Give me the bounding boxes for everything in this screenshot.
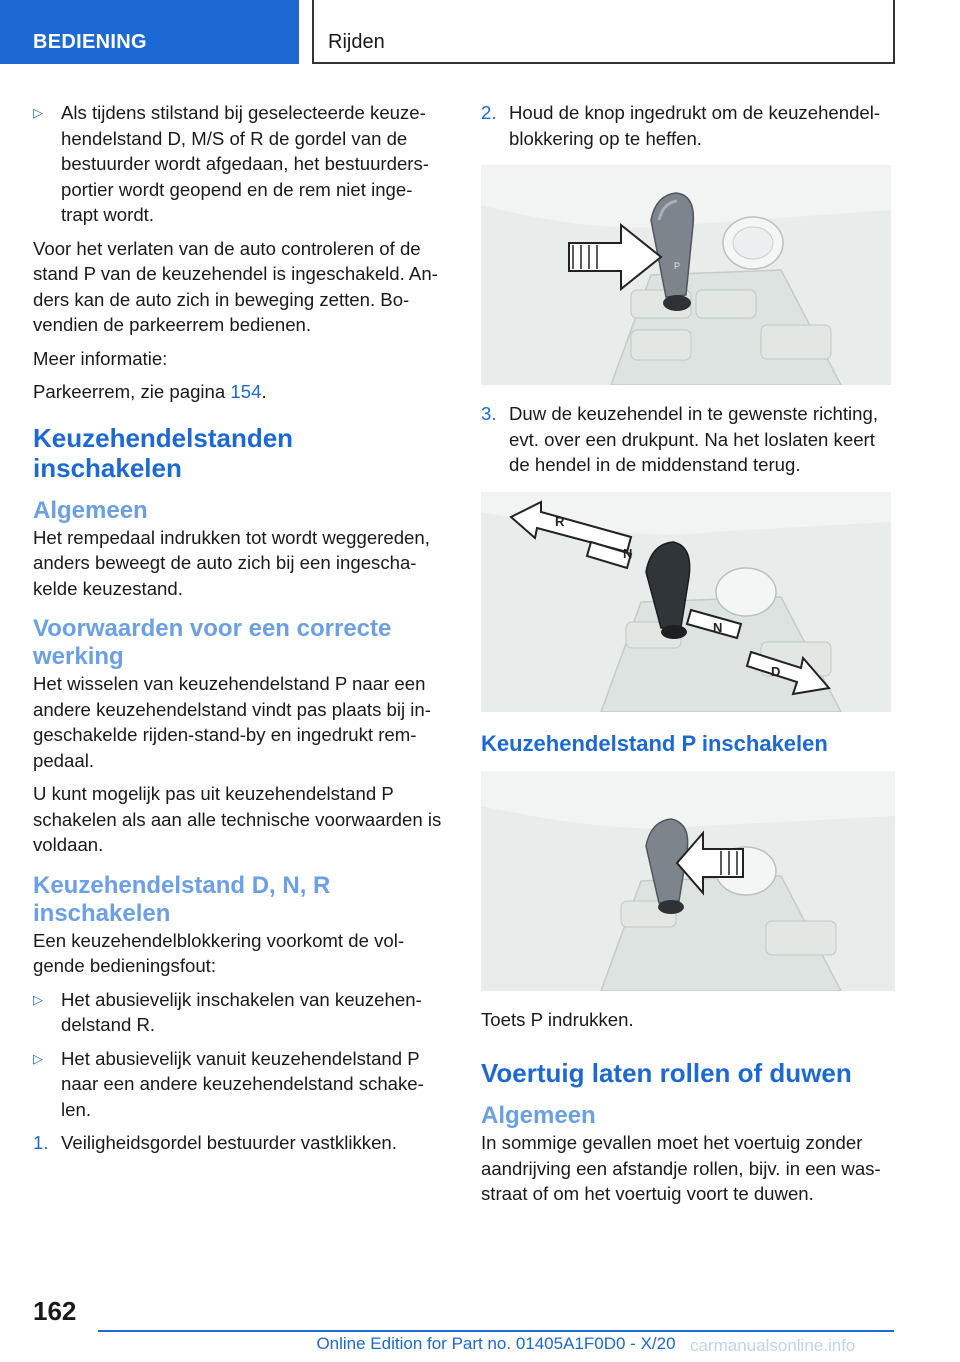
paragraph-press-p: Toets P indrukken.	[481, 1008, 634, 1030]
step-text: Veiligheidsgordel bestuurder vastklikken.	[61, 1132, 397, 1153]
step-item	[481, 401, 893, 478]
step-number: 2.	[481, 102, 497, 123]
figure-park-button	[481, 771, 895, 991]
reference-end: .	[261, 381, 267, 402]
bullet-text: Als tijdens stilstand bij geselecteerde keuze-hendelstand D, M/S of R de gordel van de bestuurder wordt afgedaan, het bestuurders-portier wordt geopend en de rem niet inge-trapt wordt.	[61, 102, 429, 225]
footer-edition: Online Edition for Part no. 01405A1F0D0 - X/20	[316, 1334, 676, 1353]
page-link-154[interactable]: 154	[230, 381, 262, 402]
list-item	[33, 100, 448, 228]
right-column	[481, 100, 893, 1215]
step-text: Houd de knop ingedrukt om de keuzehendel-blokkering op te heffen.	[509, 102, 881, 149]
gear-label-n-lower: N	[713, 619, 723, 635]
paragraph-dnr: Een keuzehendelblokkering voorkomt de vol-gende bedieningsfout:	[33, 929, 405, 976]
list-item	[33, 1046, 448, 1123]
paragraph-conditions-2: U kunt mogelijk pas uit keuzehendelstand P schakelen als aan alle technische voorwaarden is voldaan.	[33, 783, 442, 855]
subheading-general: Algemeen	[33, 496, 148, 524]
list-item	[33, 987, 448, 1038]
section-tab: BEDIENING	[0, 0, 299, 64]
step-item	[33, 1130, 448, 1156]
left-column	[33, 100, 448, 1164]
triangle-bullet-icon: ▷	[33, 1050, 43, 1066]
gear-label-n-upper: N	[623, 545, 633, 561]
chapter-title: Rijden	[312, 0, 895, 64]
bullet-text: Het abusievelijk vanuit keuzehendelstand P naar een andere keuzehendelstand schake-len.	[61, 1047, 424, 1120]
section-heading-roll: Voertuig laten rollen of duwen	[481, 1058, 852, 1088]
page-number: 162	[33, 1296, 77, 1326]
triangle-bullet-icon: ▷	[33, 105, 43, 120]
gear-label-d: D	[771, 663, 781, 679]
figure-unlock-button	[481, 165, 891, 385]
figure-gear-directions	[481, 492, 891, 712]
subheading-dnr: Keuzehendelstand D, N, R inschakelen	[33, 871, 331, 927]
paragraph-conditions-1: Het wisselen van keuzehendelstand P naar een andere keuzehendelstand vindt pas plaats bij in-geschakelde rijden-stand-by en ingedrukt rem-pedaal.	[33, 673, 431, 771]
paragraph-reference	[33, 379, 448, 405]
subheading-conditions: Voorwaarden voor een correcte werking	[33, 615, 392, 670]
step-text: Duw de keuzehendel in te gewenste richting, evt. over een drukpunt. Na het loslaten keert de hendel in de middenstand terug.	[509, 403, 879, 475]
lever-label: P	[673, 261, 681, 271]
step-number: 1.	[33, 1132, 49, 1153]
paragraph-leave-car: Voor het verlaten van de auto controleren of de stand P van de keuzehendel is ingeschakeld. An-ders kan de auto zich in beweging zetten. Bo-vendien de parkeerrem bedienen.	[33, 237, 438, 335]
paragraph-more-info: Meer informatie:	[33, 347, 168, 369]
heading-park: Keuzehendelstand P inschakelen	[481, 730, 828, 756]
bullet-text: Het abusievelijk inschakelen van keuzehen-delstand R.	[61, 988, 422, 1035]
watermark: carmanualsonline.info	[690, 1336, 856, 1355]
gear-label-r: R	[555, 513, 565, 529]
subheading-general-roll: Algemeen	[481, 1102, 596, 1129]
step-number: 3.	[481, 403, 497, 424]
triangle-bullet-icon: ▷	[33, 991, 43, 1007]
section-heading: Keuzehendelstanden inschakelen	[33, 422, 294, 483]
paragraph-roll: In sommige gevallen moet het voertuig zonder aandrijving een afstandje rollen, bijv. in een was-straat of om het voertuig voort te duwen.	[481, 1132, 881, 1204]
step-item	[481, 100, 893, 151]
reference-text: Parkeerrem, zie pagina	[33, 381, 231, 402]
paragraph-general: Het rempedaal indrukken tot wordt weggereden, anders beweegt de auto zich bij een ingescha-kelde keuzestand.	[33, 526, 430, 599]
footer-divider	[98, 1330, 894, 1332]
